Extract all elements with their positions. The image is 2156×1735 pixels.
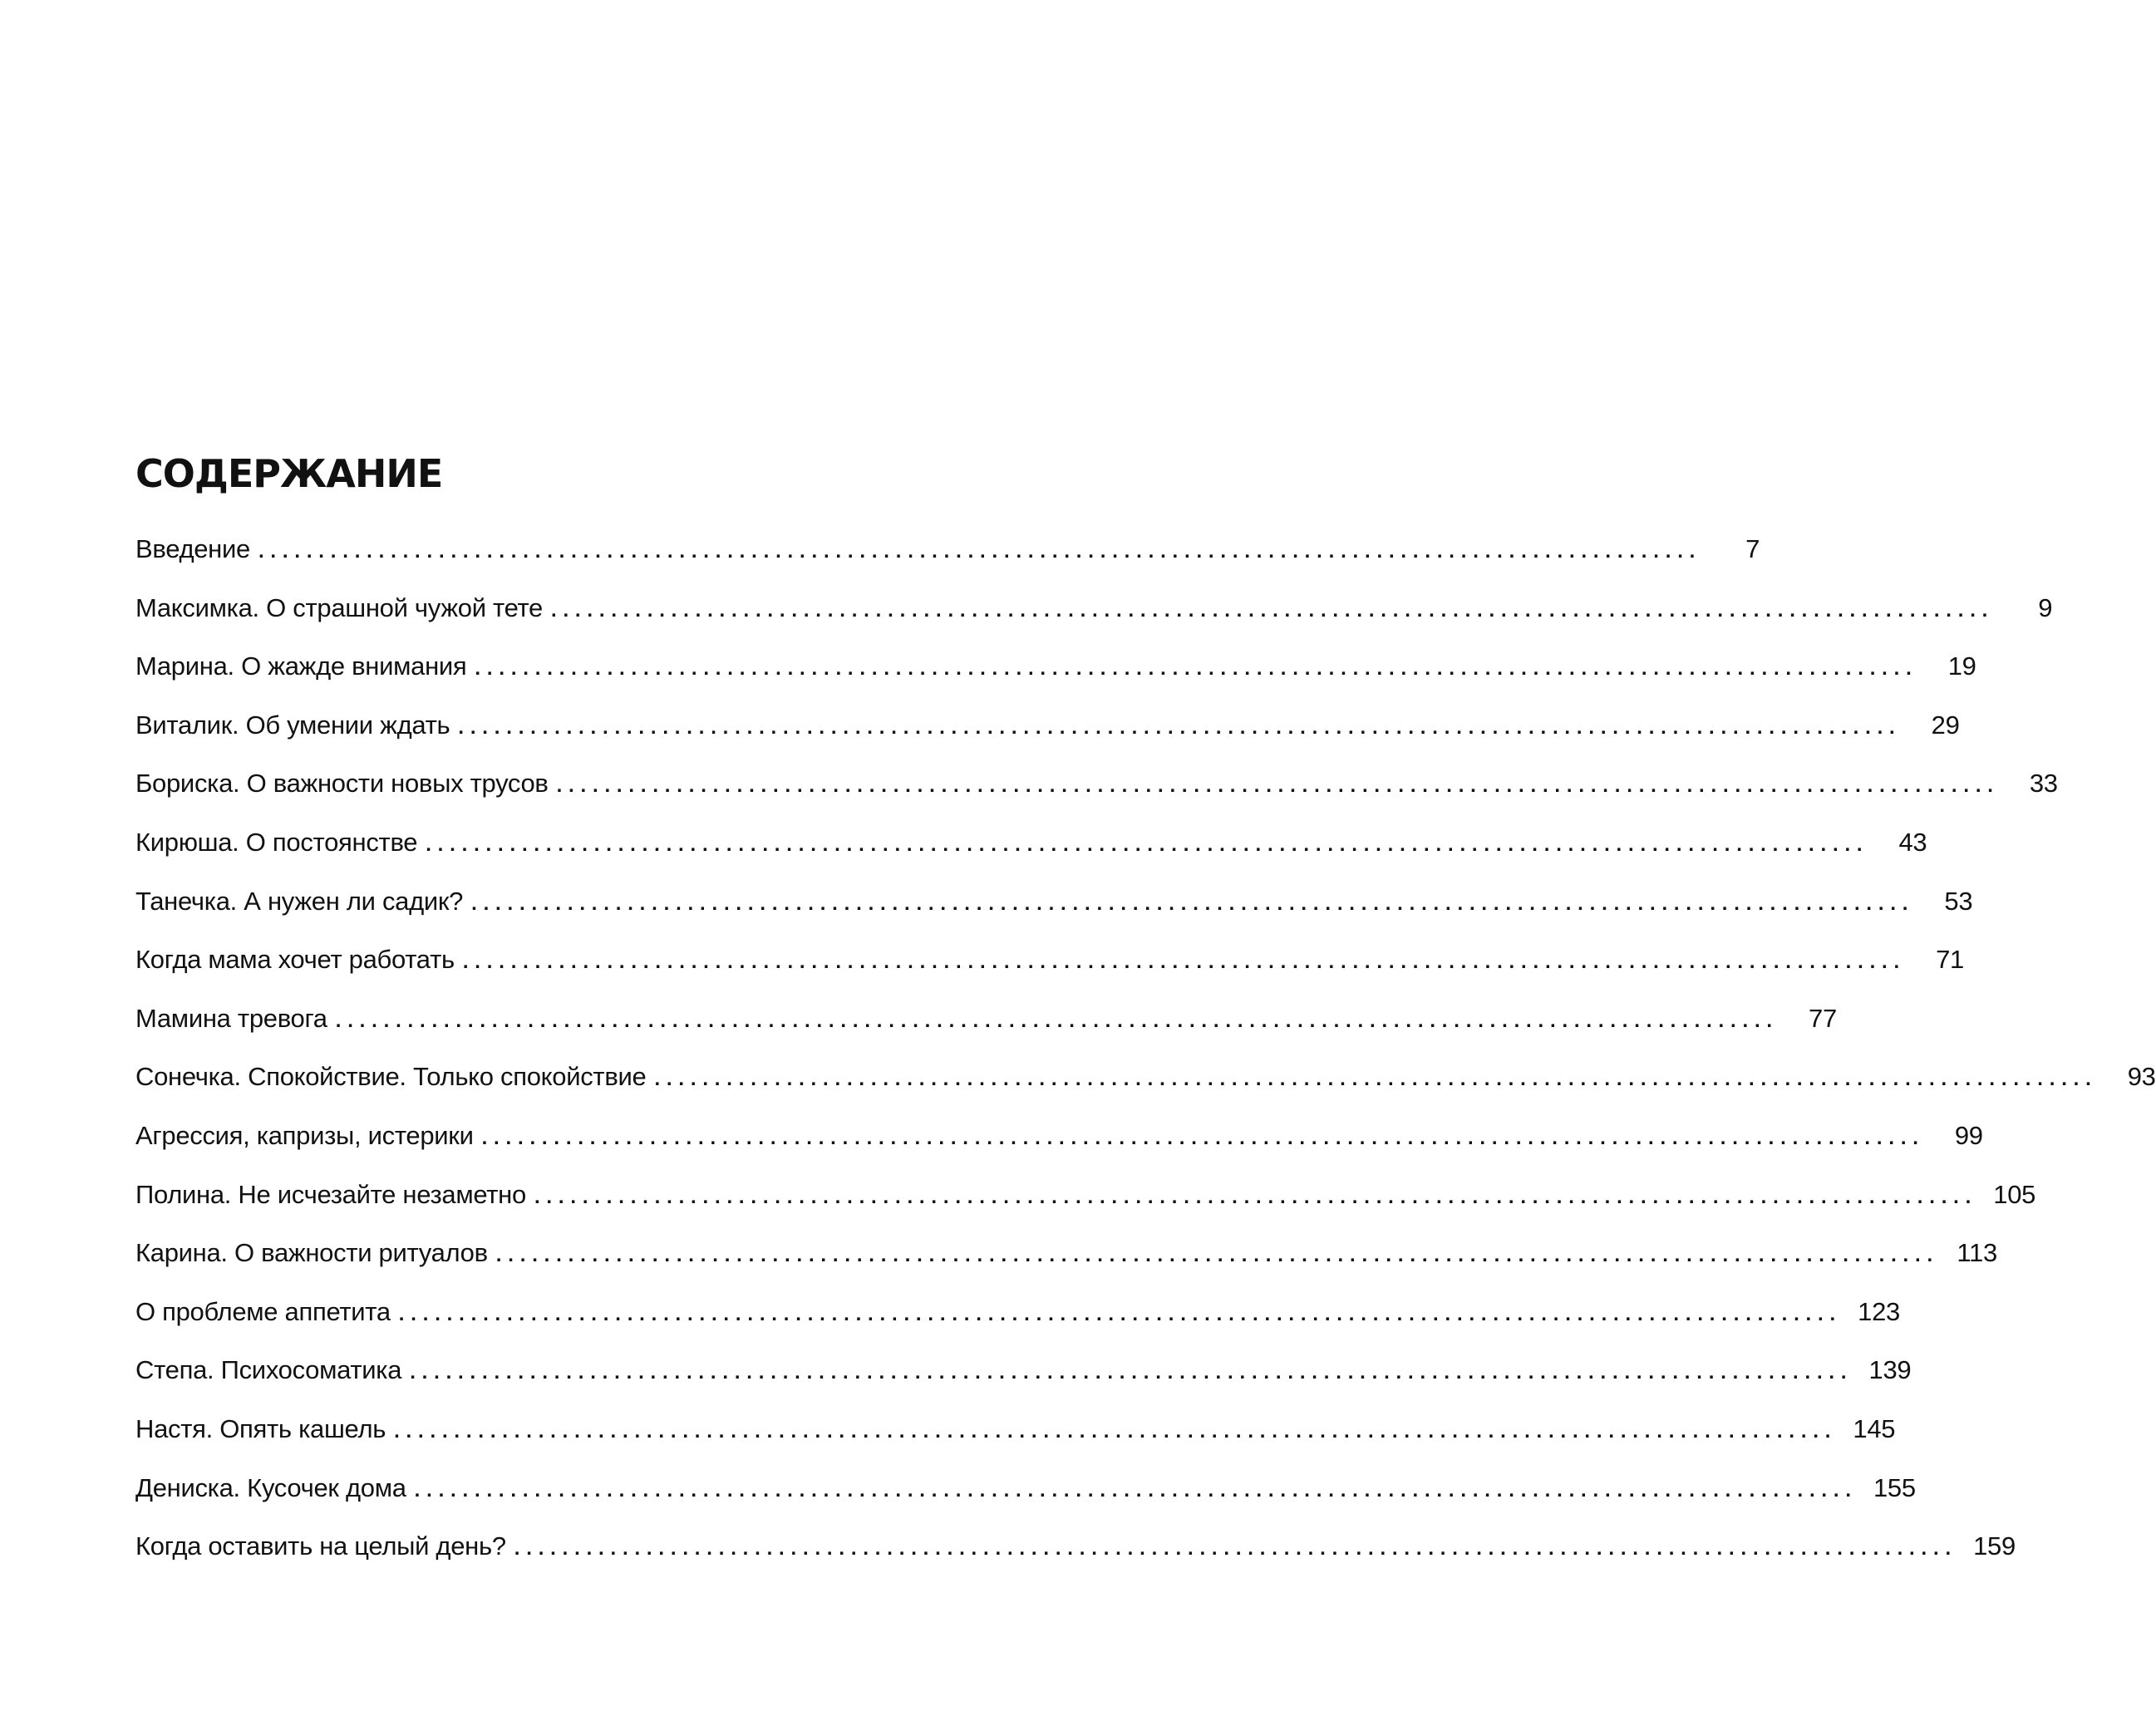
toc-entry-page: 123 <box>1858 1296 1900 1326</box>
toc-entry-page: 53 <box>1944 886 1973 916</box>
toc-entry <box>135 1174 2036 1233</box>
toc-entry-title: Виталик. Об умении ждать <box>135 710 450 740</box>
dot-leader: ........................................................................................................................ <box>475 657 1918 681</box>
toc-entry <box>135 1232 1997 1291</box>
dot-leader: ........................................................................................................................ <box>481 1126 1925 1149</box>
toc-entry-title: Когда мама хочет работать <box>135 945 455 975</box>
toc-entry-page: 113 <box>1957 1238 1997 1268</box>
toc-entry-title: О проблеме аппетита <box>135 1296 391 1326</box>
dot-leader: ........................................................................................................................ <box>398 1302 1842 1325</box>
toc-entry-page: 93 <box>2127 1062 2156 1092</box>
toc-entry-page: 159 <box>1973 1531 2016 1561</box>
toc-entry <box>135 1526 2016 1585</box>
dot-leader: ........................................................................................................................ <box>534 1185 1978 1208</box>
dot-leader: ........................................................................................................................ <box>258 540 1702 563</box>
toc-entry <box>135 705 1960 764</box>
toc-entry <box>135 1408 1896 1467</box>
toc-entry-title: Марина. О жажде внимания <box>135 651 467 681</box>
toc-entry <box>135 763 2058 822</box>
toc-entry-title: Степа. Психосоматика <box>135 1355 402 1385</box>
toc-entry-title: Сонечка. Спокойствие. Только спокойствие <box>135 1062 647 1092</box>
toc-entry <box>135 1291 1900 1350</box>
toc-entry-title: Полина. Не исчезайте незаметно <box>135 1179 526 1209</box>
toc-entry-page: 99 <box>1954 1120 1983 1150</box>
toc-heading: СОДЕРЖАНИЕ <box>135 451 443 496</box>
toc-entry-page: 43 <box>1898 827 1927 857</box>
dot-leader: ........................................................................................................................ <box>458 715 1902 739</box>
toc-entry <box>135 528 1760 587</box>
toc-entry <box>135 1115 1983 1174</box>
toc-entry-page: 105 <box>1993 1179 2036 1209</box>
toc-entry-title: Дениска. Кусочек дома <box>135 1472 406 1502</box>
dot-leader: ........................................................................................................................ <box>495 1244 1939 1267</box>
toc-entry-title: Кирюша. О постоянстве <box>135 827 418 857</box>
toc-entry-page: 29 <box>1931 710 1960 740</box>
toc-entry <box>135 587 2053 646</box>
dot-leader: ........................................................................................................................ <box>414 1478 1858 1502</box>
toc-entry-title: Агрессия, капризы, истерики <box>135 1120 474 1150</box>
toc-entry <box>135 1467 1916 1526</box>
toc-entry-page: 7 <box>1745 534 1760 563</box>
toc-entry-title: Введение <box>135 534 250 563</box>
toc-entry-title: Когда оставить на целый день? <box>135 1531 506 1561</box>
toc-entry-page: 139 <box>1868 1355 1912 1385</box>
dot-leader: ........................................................................................................................ <box>551 598 1995 622</box>
dot-leader: ........................................................................................................................ <box>471 892 1915 915</box>
toc-entry-title: Максимка. О страшной чужой тете <box>135 592 543 622</box>
toc-list <box>135 528 2156 1585</box>
toc-entry <box>135 881 1973 940</box>
toc-entry <box>135 1349 1912 1408</box>
toc-entry <box>135 822 1927 881</box>
toc-entry-title: Карина. О важности ритуалов <box>135 1238 488 1268</box>
toc-entry <box>135 1056 2156 1115</box>
toc-entry-page: 77 <box>1809 1003 1837 1033</box>
toc-entry-page: 33 <box>2029 769 2058 799</box>
dot-leader: ........................................................................................................................ <box>335 1009 1779 1032</box>
toc-entry <box>135 646 1976 705</box>
dot-leader: ........................................................................................................................ <box>514 1537 1957 1561</box>
toc-entry <box>135 939 1964 998</box>
dot-leader: ........................................................................................................................ <box>556 774 2000 798</box>
toc-entry-page: 71 <box>1936 945 1964 975</box>
toc-entry-page: 9 <box>2038 592 2053 622</box>
toc-entry-title: Бориска. О важности новых трусов <box>135 769 549 799</box>
dot-leader: ........................................................................................................................ <box>426 833 1869 856</box>
toc-entry-title: Мамина тревога <box>135 1003 327 1033</box>
toc-entry <box>135 998 1837 1057</box>
dot-leader: ........................................................................................................................ <box>654 1068 2098 1091</box>
toc-entry-page: 155 <box>1873 1472 1916 1502</box>
dot-leader: ........................................................................................................................ <box>462 951 1906 974</box>
toc-entry-page: 145 <box>1853 1413 1896 1443</box>
toc-entry-title: Настя. Опять кашель <box>135 1413 386 1443</box>
dot-leader: ........................................................................................................................ <box>410 1361 1853 1384</box>
toc-entry-title: Танечка. А нужен ли садик? <box>135 886 464 916</box>
dot-leader: ........................................................................................................................ <box>394 1419 1838 1443</box>
toc-entry-page: 19 <box>1947 651 1976 681</box>
